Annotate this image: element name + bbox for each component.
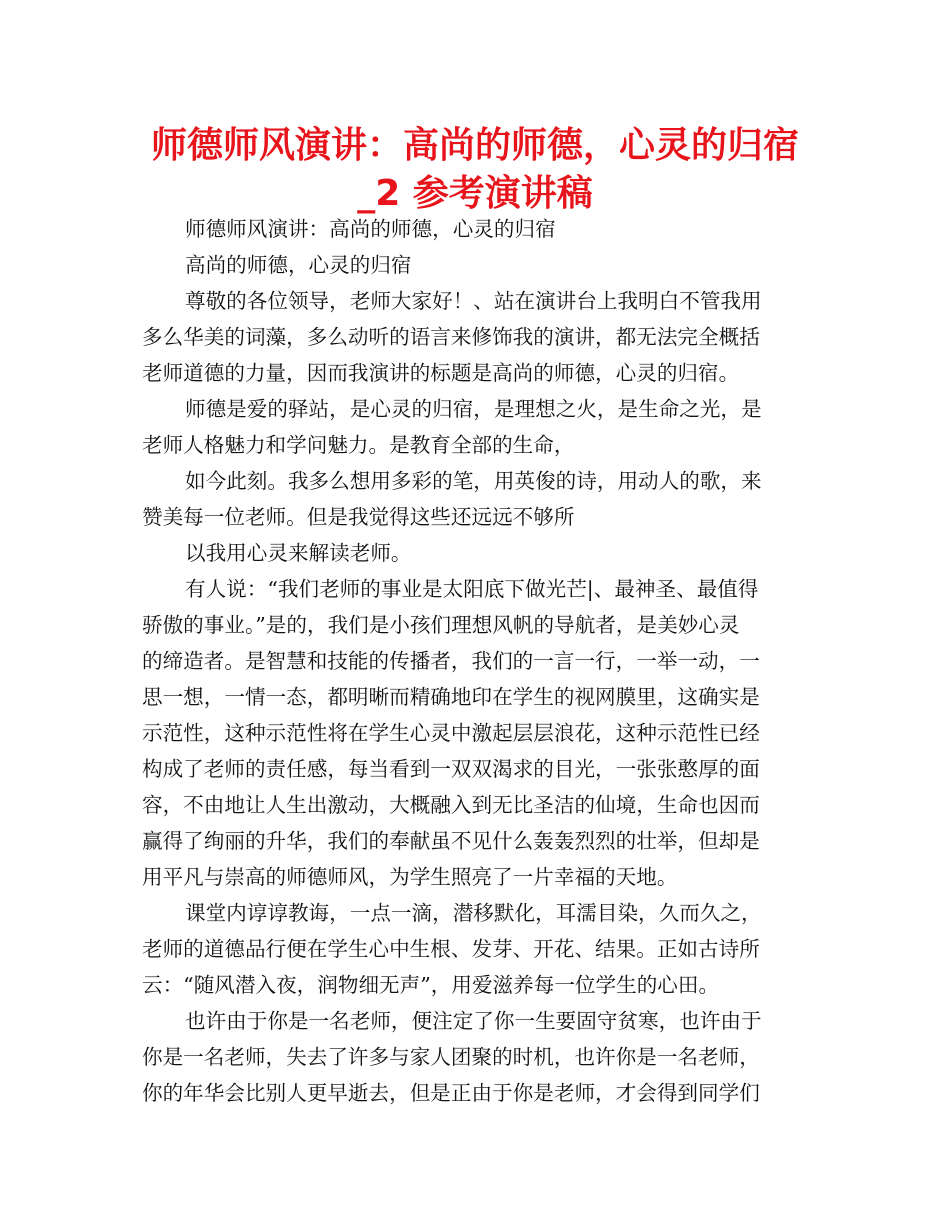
body-line: 赞美每一位老师。但是我觉得这些还远远不够所 [142,505,575,529]
body-line: 如今此刻。我多么想用多彩的笔，用英俊的诗，用动人的歌，来 [185,469,762,493]
body-line: 老师的道德品行便在学生心中生根、发芽、开花、结果。正如古诗所 [142,937,760,961]
body-line: 云：“随风潜入夜，润物细无声”，用爱滋养每一位学生的心田。 [142,973,720,997]
body-line: 用平凡与崇高的师德师风，为学生照亮了一片幸福的天地。 [142,865,678,889]
body-line: 思一想，一情一态，都明晰而精确地印在学生的视网膜里，这确实是 [142,685,760,709]
body-line: 容，不由地让人生出激动，大概融入到无比圣洁的仙境，生命也因而 [142,793,760,817]
body-line: 赢得了绚丽的升华，我们的奉献虽不见什么轰轰烈烈的壮举，但却是 [142,829,760,853]
body-line: 骄傲的事业。”是的，我们是小孩们理想风帆的导航者，是美妙心灵 [142,613,740,637]
body-line: 也许由于你是一名老师，便注定了你一生要固守贫寒，也许由于 [185,1009,762,1033]
body-line: 老师道德的力量，因而我演讲的标题是高尚的师德，心灵的归宿。 [142,361,740,385]
body-line: 课堂内谆谆教诲，一点一滴，潜移默化，耳濡目染，久而久之， [185,901,762,925]
body-line: 示范性，这种示范性将在学生心灵中激起层层浪花，这种示范性已经 [142,721,760,745]
body-line: 尊敬的各位领导，老师大家好！、站在演讲台上我明白不管我用 [185,289,762,313]
document-title-line-2: _2 参考演讲稿 [357,173,593,214]
body-line: 你是一名老师，失去了许多与家人团聚的时机，也许你是一名老师， [142,1045,760,1069]
body-line: 老师人格魅力和学问魅力。是教育全部的生命， [142,433,575,457]
document-title-line-1: 师德师风演讲：高尚的师德，心灵的归宿 [150,125,799,166]
body-line: 你的年华会比别人更早逝去，但是正由于你是老师，才会得到同学们 [142,1081,760,1105]
body-line: 多么华美的词藻，多么动听的语言来修饰我的演讲，都无法完全概括 [142,325,760,349]
body-line: 构成了老师的责任感，每当看到一双双渴求的目光，一张张憨厚的面 [142,757,760,781]
body-line: 高尚的师德，心灵的归宿 [185,253,412,277]
body-line: 有人说：“我们老师的事业是太阳底下做光芒|、最神圣、最值得 [185,577,759,601]
body-line: 师德是爱的驿站，是心灵的归宿，是理想之火，是生命之光，是 [185,397,762,421]
body-line: 的缔造者。是智慧和技能的传播者，我们的一言一行，一举一动，一 [142,649,760,673]
body-line: 师德师风演讲：高尚的师德，心灵的归宿 [185,217,556,241]
body-line: 以我用心灵来解读老师。 [185,541,412,565]
